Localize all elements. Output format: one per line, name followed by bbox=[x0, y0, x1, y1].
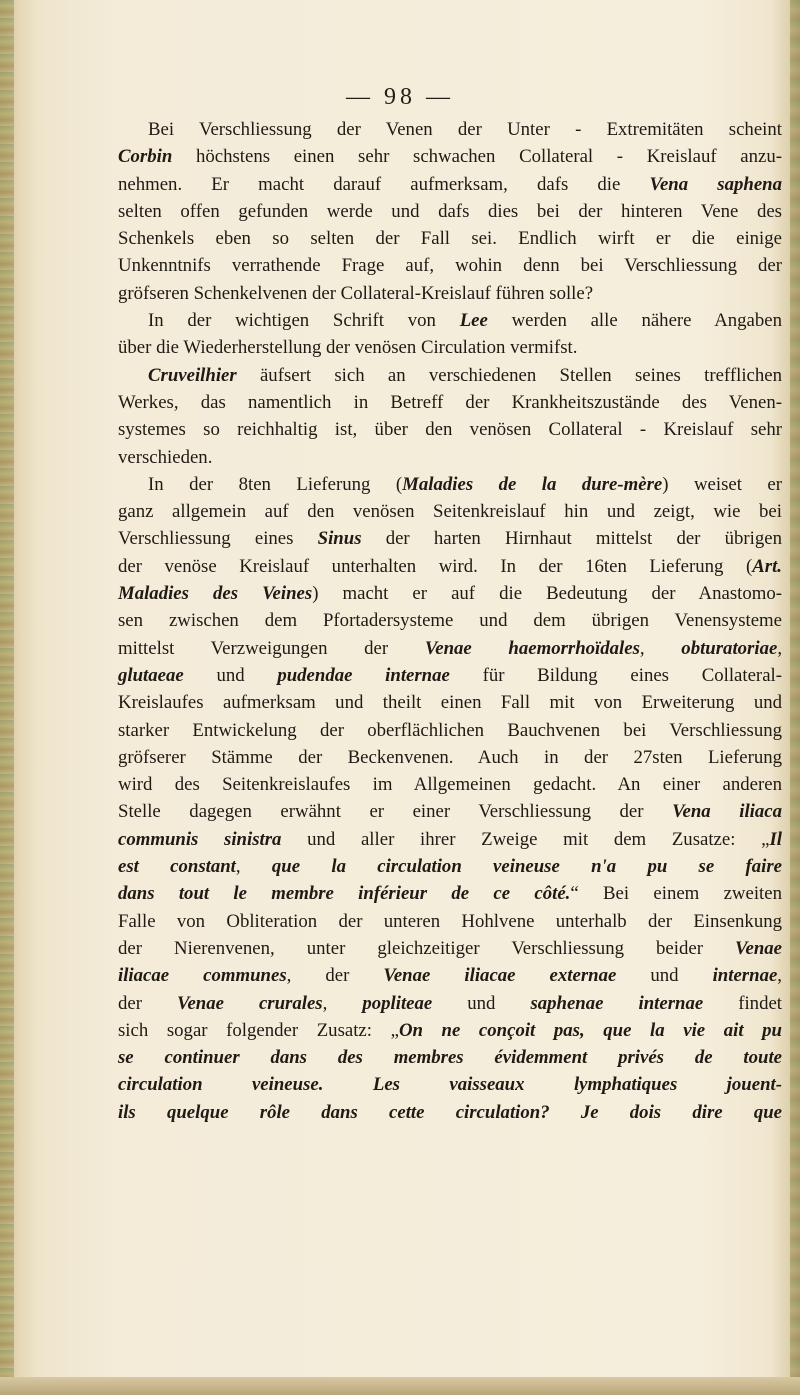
page-number: — 98 — bbox=[346, 84, 454, 110]
text-line bbox=[118, 471, 782, 498]
text-segment: über die Wiederherstellung der venösen Circulation vermifst. bbox=[118, 337, 578, 359]
text-segment: der bbox=[118, 992, 177, 1014]
text-line bbox=[118, 908, 782, 935]
text-line bbox=[118, 307, 782, 334]
italic-text: Venae bbox=[735, 937, 782, 959]
text-line bbox=[118, 1044, 782, 1071]
text-line bbox=[118, 334, 782, 361]
italic-text: glutaeae bbox=[118, 664, 184, 686]
text-segment: , bbox=[777, 965, 782, 987]
italic-text: popliteae bbox=[362, 992, 433, 1014]
text-line bbox=[118, 143, 782, 170]
text-segment: , bbox=[235, 856, 272, 878]
text-segment: In der 8ten Lieferung ( bbox=[148, 473, 403, 495]
text-segment: und bbox=[616, 965, 713, 987]
italic-text: On ne conçoit pas, que la vie ait pu bbox=[398, 1019, 783, 1041]
italic-text: Il bbox=[769, 828, 782, 850]
text-segment: , bbox=[639, 637, 682, 659]
text-line bbox=[118, 553, 782, 580]
text-line bbox=[118, 880, 782, 907]
text-segment: Bei Verschliessung der Venen der Unter - Extremitäten scheint bbox=[148, 119, 782, 140]
text-line bbox=[118, 635, 782, 662]
italic-text: que la circulation veineuse n'a pu se faire bbox=[271, 856, 782, 878]
italic-text: Vena iliaca bbox=[672, 801, 782, 823]
text-line bbox=[118, 116, 782, 143]
italic-text: dans tout le membre inférieur de ce côté. bbox=[118, 883, 571, 905]
text-segment: nehmen. Er macht darauf aufmerksam, dafs die bbox=[118, 173, 650, 195]
text-segment: In der wichtigen Schrift von bbox=[148, 310, 460, 332]
text-segment: der Nierenvenen, unter gleichzeitiger Verschliessung beider bbox=[118, 937, 736, 959]
body-text bbox=[118, 116, 782, 1126]
text-segment: starker Entwickelung der oberflächlichen Bauchvenen bei Verschliessung bbox=[118, 719, 782, 741]
text-line bbox=[118, 853, 782, 880]
text-segment: Unkenntnifs verrathende Frage auf, wohin denn bei Verschliessung der bbox=[118, 255, 782, 277]
italic-text: est constant bbox=[118, 856, 236, 878]
text-line bbox=[118, 798, 782, 825]
text-segment: und bbox=[432, 992, 531, 1014]
text-segment: und aller ihrer Zweige mit dem Zusatze: „ bbox=[281, 828, 770, 850]
text-line bbox=[118, 252, 782, 279]
text-segment: und bbox=[183, 664, 278, 686]
text-line bbox=[118, 717, 782, 744]
italic-text: Venae crurales bbox=[177, 992, 323, 1014]
text-segment: gröfseren Schenkelvenen der Collateral-Kreislauf führen solle? bbox=[118, 282, 594, 304]
text-line bbox=[118, 225, 782, 252]
text-line bbox=[118, 580, 782, 607]
italic-text: obturatoriae bbox=[681, 637, 778, 659]
text-segment: Verschliessung eines bbox=[118, 528, 318, 550]
text-line bbox=[118, 444, 782, 471]
text-line bbox=[118, 498, 782, 525]
text-line bbox=[118, 935, 782, 962]
text-segment: Stelle dagegen erwähnt er einer Verschliessung der bbox=[118, 801, 673, 823]
italic-text: internae bbox=[712, 965, 778, 987]
italic-text: circulation veineuse. Les vaisseaux lymphatiques jouent- bbox=[118, 1074, 782, 1096]
text-line bbox=[118, 826, 782, 853]
text-line bbox=[118, 198, 782, 225]
italic-text: pudendae internae bbox=[277, 664, 450, 686]
page-right-edge bbox=[790, 0, 800, 1395]
text-segment: Werkes, das namentlich in Betreff der Krankheitszustände des Venen- bbox=[118, 391, 782, 413]
text-line bbox=[118, 362, 782, 389]
italic-text: ils quelque rôle dans cette circulation? Je dois dire que bbox=[118, 1101, 782, 1123]
text-line bbox=[118, 525, 782, 552]
text-segment: ) weiset er bbox=[662, 473, 782, 495]
text-line bbox=[118, 990, 782, 1017]
italic-text: se continuer dans des membres évidemment privés de toute bbox=[118, 1047, 782, 1069]
text-segment: Falle von Obliteration der unteren Hohlvene unterhalb der Einsenkung bbox=[118, 910, 782, 932]
page-left-edge bbox=[0, 0, 14, 1395]
text-segment: ganz allgemein auf den venösen Seitenkreislauf hin und zeigt, wie bei bbox=[118, 501, 782, 523]
italic-text: Vena saphena bbox=[649, 173, 782, 195]
text-line bbox=[118, 1017, 782, 1044]
italic-text: Lee bbox=[459, 310, 488, 332]
italic-text: Venae haemorrhoïdales bbox=[424, 637, 640, 659]
italic-text: Cruveilhier bbox=[148, 364, 237, 386]
text-segment: selten offen gefunden werde und dafs dies bei der hinteren Vene des bbox=[118, 200, 782, 222]
text-segment: mittelst Verzweigungen der bbox=[118, 637, 425, 659]
text-segment: “ Bei einem zweiten bbox=[570, 883, 782, 905]
text-segment: systemes so reichhaltig ist, über den venösen Collateral - Kreislauf sehr bbox=[118, 419, 782, 441]
text-segment: , bbox=[322, 992, 363, 1014]
text-line bbox=[118, 607, 782, 634]
text-line bbox=[118, 689, 782, 716]
text-segment: Schenkels eben so selten der Fall sei. Endlich wirft er die einige bbox=[118, 228, 782, 250]
italic-text: iliacae communes bbox=[118, 965, 287, 987]
text-line bbox=[118, 416, 782, 443]
text-segment: ) macht er auf die Bedeutung der Anastomo- bbox=[312, 583, 782, 605]
italic-text: Corbin bbox=[118, 146, 173, 168]
italic-text: saphenae internae bbox=[530, 992, 704, 1014]
text-segment: sen zwischen dem Pfortadersysteme und dem übrigen Venensysteme bbox=[118, 610, 782, 632]
italic-text: Art. bbox=[752, 555, 782, 577]
italic-text: Venae iliacae externae bbox=[383, 965, 617, 987]
text-segment: findet bbox=[703, 992, 783, 1014]
page-bottom-edge bbox=[0, 1377, 800, 1395]
text-line bbox=[118, 1071, 782, 1098]
text-segment: sich sogar folgender Zusatz: „ bbox=[118, 1019, 399, 1041]
text-segment: für Bildung eines Collateral- bbox=[449, 664, 782, 686]
text-segment: , der bbox=[286, 965, 384, 987]
text-segment: , bbox=[777, 637, 783, 659]
text-segment: äufsert sich an verschiedenen Stellen seines trefflichen bbox=[236, 364, 782, 386]
text-segment: gröfserer Stämme der Beckenvenen. Auch in der 27sten Lieferung bbox=[118, 746, 782, 768]
text-line bbox=[118, 962, 782, 989]
text-line bbox=[118, 389, 782, 416]
text-segment: werden alle nähere Angaben bbox=[487, 310, 782, 332]
text-segment: verschieden. bbox=[118, 446, 213, 468]
italic-text: Maladies de la dure-mère bbox=[402, 473, 663, 495]
text-segment: der venöse Kreislauf unterhalten wird. In der 16ten Lieferung ( bbox=[118, 555, 753, 577]
text-line bbox=[118, 744, 782, 771]
text-line bbox=[118, 771, 782, 798]
italic-text: communis sinistra bbox=[118, 828, 282, 850]
text-segment: Kreislaufes aufmerksam und theilt einen Fall mit von Erweiterung und bbox=[118, 692, 782, 714]
text-segment: wird des Seitenkreislaufes im Allgemeinen gedacht. An einer anderen bbox=[118, 774, 782, 796]
text-segment: höchstens einen sehr schwachen Collateral - Kreislauf anzu- bbox=[172, 146, 782, 168]
text-segment: der harten Hirnhaut mittelst der übrigen bbox=[361, 528, 782, 550]
text-line bbox=[118, 1099, 782, 1126]
text-line bbox=[118, 662, 782, 689]
text-line bbox=[118, 171, 782, 198]
text-line bbox=[118, 280, 782, 307]
italic-text: Sinus bbox=[317, 528, 362, 550]
italic-text: Maladies des Veines bbox=[118, 583, 313, 605]
